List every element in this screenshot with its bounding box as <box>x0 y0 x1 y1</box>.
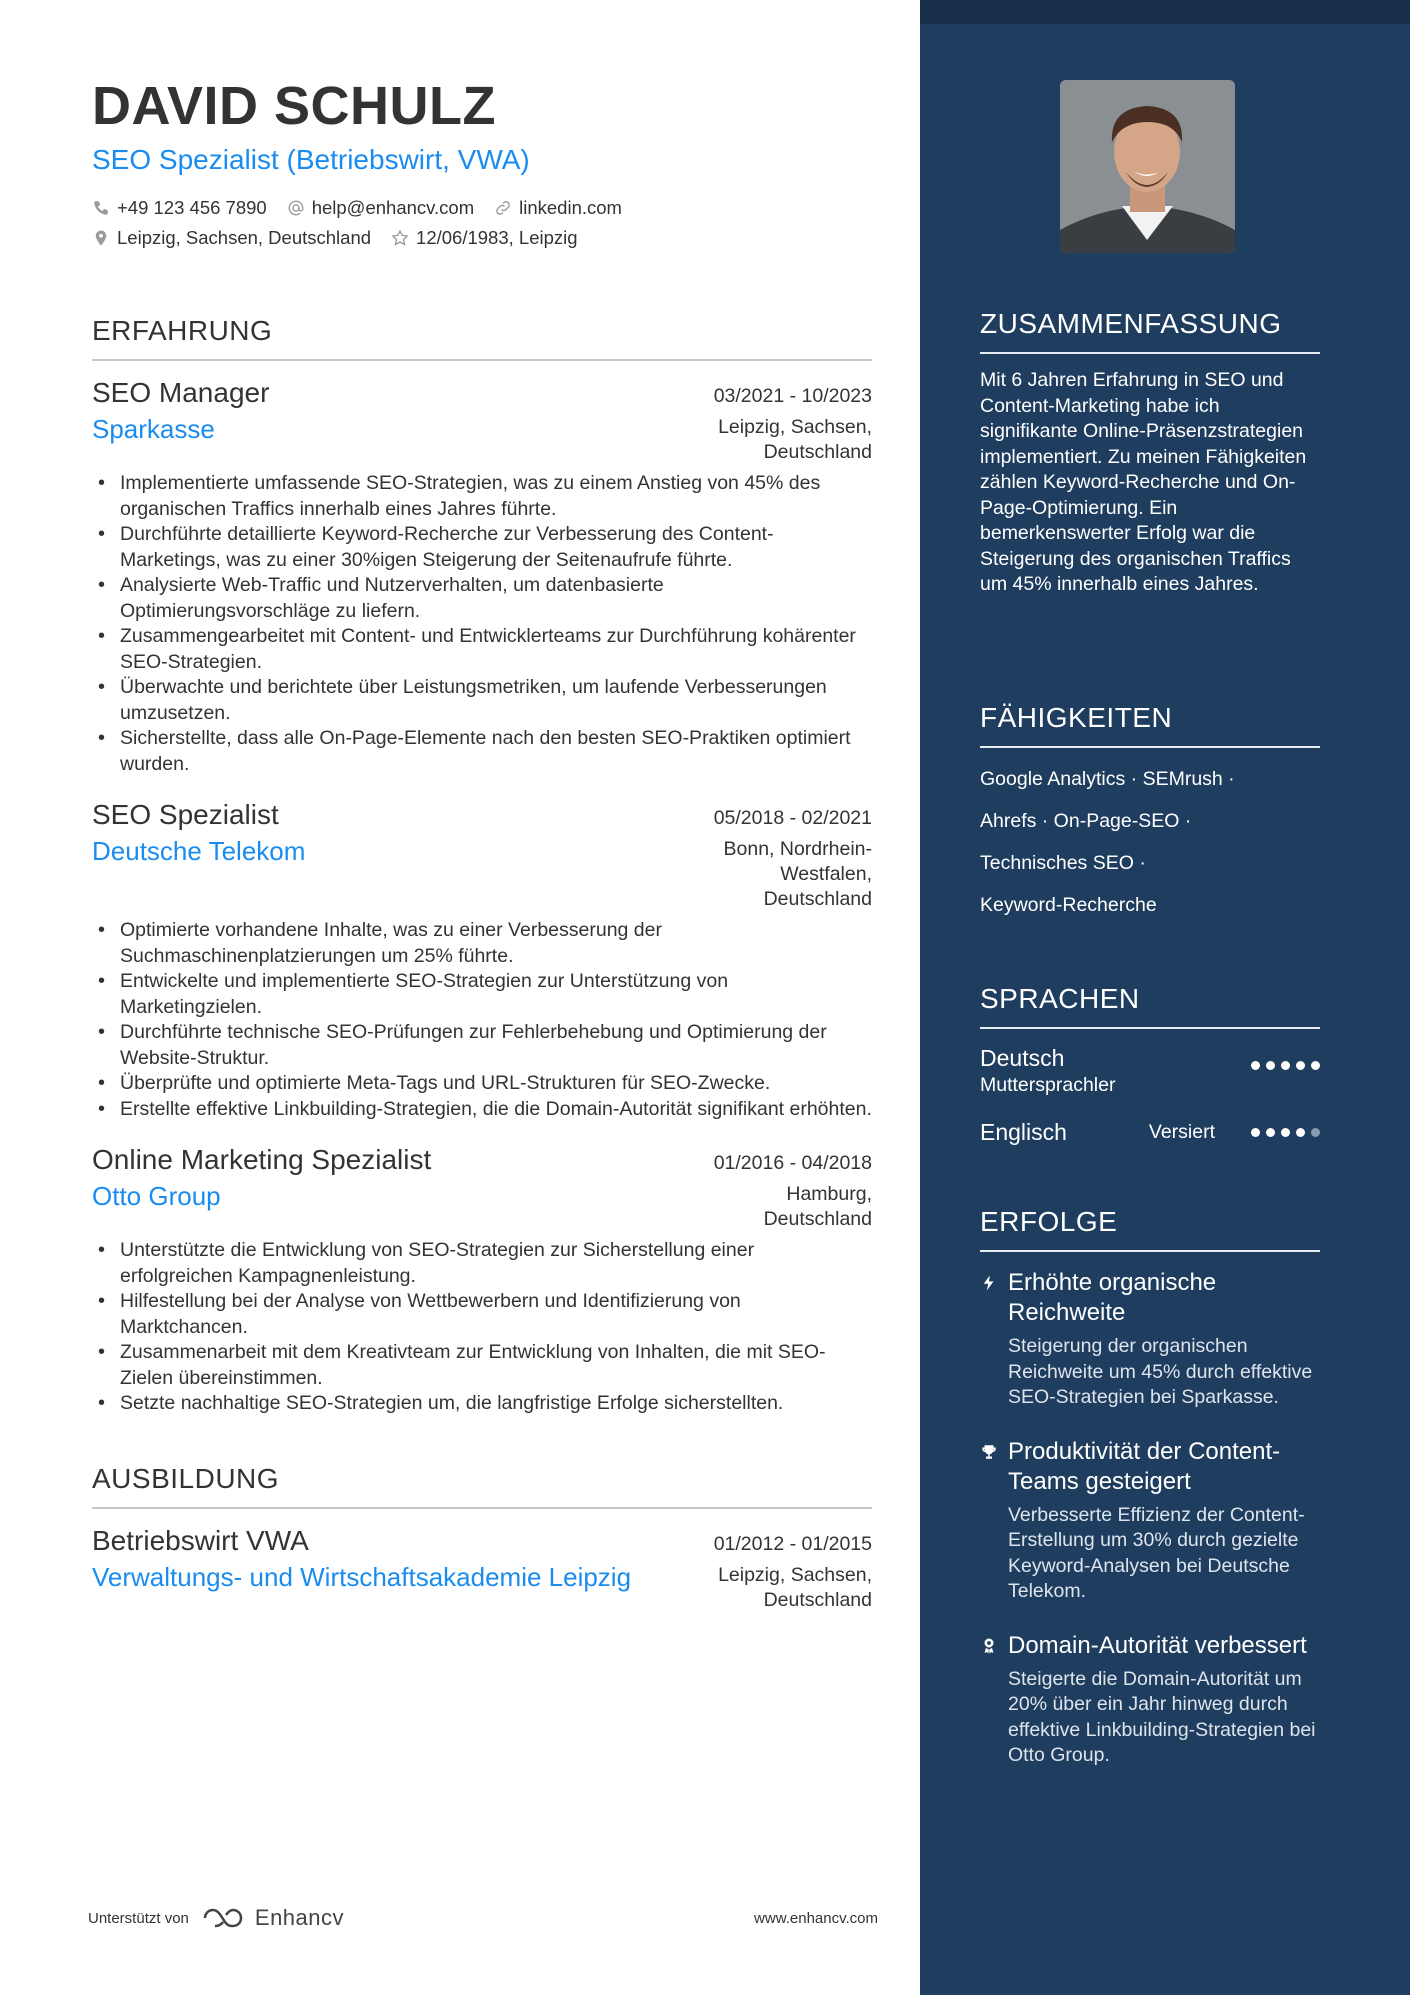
achievement-title: Produktivität der Content-Teams gesteigert <box>1008 1437 1281 1495</box>
powered-by-label: Unterstützt von <box>88 1909 189 1927</box>
bullet-item: • Optimierte vorhandene Inhalte, was zu einer Verbesserung der Suchmaschinenplatzierungen um 25% führte. <box>92 918 872 969</box>
award-icon <box>980 1637 998 1655</box>
right-column <box>920 0 1410 1995</box>
website-link[interactable]: www.enhancv.com <box>754 1909 878 1927</box>
job-entry <box>92 377 872 777</box>
birth-contact <box>391 227 578 249</box>
achievements-section <box>980 1206 1320 1769</box>
languages-section <box>980 983 1320 1146</box>
candidate-title: SEO Spezialist (Betriebswirt, VWA) <box>92 144 530 175</box>
footer <box>88 1905 878 1931</box>
summary-text: Mit 6 Jahren Erfahrung in SEO und Content-Marketing habe ich signifikante Online-Präsenzstrategien implementiert. Zu meinen Fähigkeiten zählen Keyword-Recherche und On-Page-Optimierung. Ein bemerkenswerter Erfolg war die Steigerung des organischen Traffics um 45% innerhalb eines Jahres. <box>980 369 1307 595</box>
job-bullets <box>92 1238 872 1417</box>
rating-dot <box>1311 1128 1320 1137</box>
contact-row-2 <box>92 227 872 249</box>
achievement-desc: Steigerung der organischen Reichweite um 45% durch effektive SEO-Strategien bei Sparkasse. <box>1008 1335 1313 1408</box>
achievement-item <box>980 1631 1320 1769</box>
skill-line: Google Analytics · SEMrush · <box>980 768 1235 790</box>
bullet-item: • Zusammenarbeit mit dem Kreativteam zur Entwicklung von Inhalten, die mit SEO-Zielen übereinstimmen. <box>92 1340 872 1391</box>
phone-contact[interactable] <box>92 197 267 219</box>
profile-photo <box>1060 80 1235 253</box>
experience-section <box>92 315 872 1417</box>
company-name: Sparkasse <box>92 414 215 444</box>
email-contact[interactable] <box>287 197 474 219</box>
rating-dot <box>1251 1128 1260 1137</box>
company-name: Deutsche Telekom <box>92 836 306 866</box>
bullet-item: • Überprüfte und optimierte Meta-Tags und URL-Strukturen für SEO-Zwecke. <box>92 1071 872 1097</box>
rating-dot <box>1281 1061 1290 1070</box>
bullet-item: • Durchführte technische SEO-Prüfungen zur Fehlerbehebung und Optimierung der Website-Struktur. <box>92 1020 872 1071</box>
job-location: Bonn, Nordrhein-Westfalen, Deutschland <box>723 838 872 910</box>
language-item <box>980 1045 1320 1097</box>
linkedin-contact[interactable] <box>494 197 622 219</box>
bullet-item: • Sicherstellte, dass alle On-Page-Elemente nach den besten SEO-Praktiken optimiert wurden. <box>92 726 872 777</box>
company-name: Otto Group <box>92 1181 221 1211</box>
job-title: Online Marketing Spezialist <box>92 1144 432 1175</box>
skills-heading: FÄHIGKEITEN <box>980 702 1320 748</box>
job-dates: 01/2016 - 04/2018 <box>713 1152 872 1174</box>
education-section <box>92 1463 872 1613</box>
job-entry <box>92 799 872 1122</box>
achievement-desc: Verbesserte Effizienz der Content-Erstellung um 30% durch gezielte Keyword-Analysen bei Deutsche Telekom. <box>1008 1503 1305 1602</box>
enhancv-logo-icon <box>201 1906 247 1930</box>
star-icon <box>391 229 409 247</box>
location-text: Leipzig, Sachsen, Deutschland <box>117 227 372 248</box>
rating-dot <box>1311 1061 1320 1070</box>
bullet-item: • Entwickelte und implementierte SEO-Strategien zur Unterstützung von Marketingzielen. <box>92 969 872 1020</box>
languages-heading: SPRACHEN <box>980 983 1320 1029</box>
powered-by <box>88 1905 344 1931</box>
top-bar <box>920 0 1410 24</box>
bullet-item: • Erstellte effektive Linkbuilding-Strategien, die die Domain-Autorität signifikant erhöhten. <box>92 1097 872 1123</box>
education-entry <box>92 1525 872 1613</box>
education-heading: AUSBILDUNG <box>92 1463 872 1509</box>
language-level: Versiert <box>1148 1121 1215 1143</box>
education-location: Leipzig, Sachsen, Deutschland <box>718 1563 872 1611</box>
email-text: help@enhancv.com <box>311 197 475 218</box>
language-rating <box>1251 1128 1320 1137</box>
achievement-desc: Steigerte die Domain-Autorität um 20% über ein Jahr hinweg durch effektive Linkbuilding-Strategien bei Otto Group. <box>1008 1667 1316 1766</box>
rating-dot <box>1266 1061 1275 1070</box>
language-name: Deutsch <box>980 1045 1065 1071</box>
at-icon <box>287 199 305 217</box>
rating-dot <box>1281 1128 1290 1137</box>
language-name: Englisch <box>980 1119 1067 1145</box>
language-rating <box>1251 1061 1320 1070</box>
job-bullets <box>92 918 872 1122</box>
skill-line: Keyword-Recherche <box>980 894 1157 916</box>
skill-line: Technisches SEO · <box>980 852 1146 874</box>
achievement-title: Domain-Autorität verbessert <box>1008 1631 1307 1659</box>
language-item <box>980 1119 1320 1146</box>
bullet-item: • Analysierte Web-Traffic und Nutzerverhalten, um datenbasierte Optimierungsvorschläge zu liefern. <box>92 573 872 624</box>
degree-title: Betriebswirt VWA <box>92 1524 309 1556</box>
achievement-item <box>980 1437 1320 1605</box>
language-level: Muttersprachler <box>980 1074 1116 1096</box>
lightning-icon <box>980 1274 998 1292</box>
achievement-item <box>980 1268 1320 1411</box>
job-title: SEO Manager <box>92 377 270 408</box>
skills-section <box>980 702 1320 926</box>
job-bullets <box>92 471 872 777</box>
experience-heading: ERFAHRUNG <box>92 315 872 361</box>
job-dates: 05/2018 - 02/2021 <box>713 807 872 829</box>
education-dates: 01/2012 - 01/2015 <box>713 1532 872 1555</box>
achievements-heading: ERFOLGE <box>980 1206 1320 1252</box>
school-name: Verwaltungs- und Wirtschaftsakademie Leipzig <box>92 1561 632 1592</box>
rating-dot <box>1296 1061 1305 1070</box>
link-icon <box>494 199 512 217</box>
linkedin-text: linkedin.com <box>519 197 622 218</box>
job-dates: 03/2021 - 10/2023 <box>713 385 872 407</box>
achievement-title: Erhöhte organische Reichweite <box>1008 1269 1217 1326</box>
bullet-item: • Unterstützte die Entwicklung von SEO-Strategien zur Sicherstellung einer erfolgreichen Kampagnenleistung. <box>92 1238 872 1289</box>
bullet-item: • Implementierte umfassende SEO-Strategien, was zu einem Anstieg von 45% des organischen Traffics innerhalb eines Jahres führte. <box>92 471 872 522</box>
location-contact <box>92 227 371 249</box>
phone-text: +49 123 456 7890 <box>117 197 267 218</box>
bullet-item: • Zusammengearbeitet mit Content- und Entwicklerteams zur Durchführung kohärenter SEO-Strategien. <box>92 624 872 675</box>
rating-dot <box>1251 1061 1260 1070</box>
bullet-item: • Hilfestellung bei der Analyse von Wettbewerbern und Identifizierung von Marktchancen. <box>92 1289 872 1340</box>
job-title: SEO Spezialist <box>92 799 279 830</box>
location-pin-icon <box>92 229 110 247</box>
birth-text: 12/06/1983, Leipzig <box>416 227 578 248</box>
contact-row-1 <box>92 197 872 219</box>
rating-dot <box>1296 1128 1305 1137</box>
bullet-item: • Setzte nachhaltige SEO-Strategien um, die langfristige Erfolge sicherstellten. <box>92 1391 872 1417</box>
bullet-item: • Durchführte detaillierte Keyword-Recherche zur Verbesserung des Content-Marketings, was zu einer 30%igen Steigerung der Seitenaufrufe führte. <box>92 522 872 573</box>
summary-section <box>980 308 1320 598</box>
summary-heading: ZUSAMMENFASSUNG <box>980 308 1320 354</box>
job-entry <box>92 1144 872 1417</box>
candidate-name: DAVID SCHULZ <box>92 76 496 136</box>
trophy-icon <box>980 1443 998 1461</box>
job-location: Hamburg, Deutschland <box>763 1183 872 1230</box>
skill-line: Ahrefs · On-Page-SEO · <box>980 810 1192 832</box>
rating-dot <box>1266 1128 1275 1137</box>
phone-icon <box>92 199 110 217</box>
bullet-item: • Überwachte und berichtete über Leistungsmetriken, um laufende Verbesserungen umzusetzen. <box>92 675 872 726</box>
brand-name: Enhancv <box>254 1905 345 1930</box>
job-location: Leipzig, Sachsen, Deutschland <box>718 416 872 463</box>
